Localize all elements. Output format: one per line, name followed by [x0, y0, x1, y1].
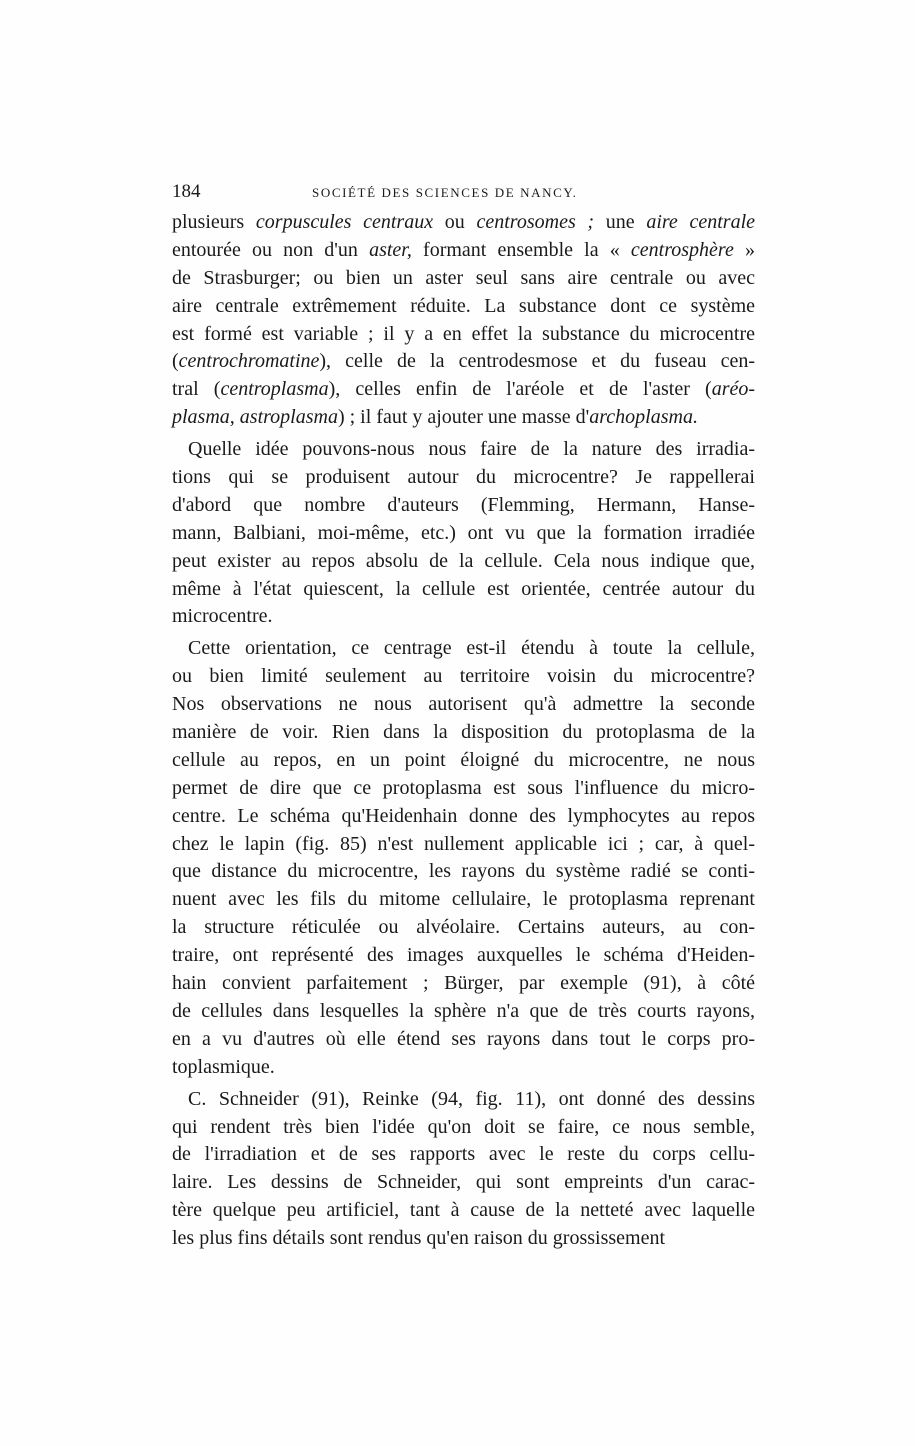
- text-line: la structure réticulée ou alvéolaire. Certains auteurs, au con-: [172, 916, 755, 939]
- text-line: peut exister au repos absolu de la cellule. Cela nous indique que,: [172, 549, 755, 572]
- text-line: plusieurs corpuscules centraux ou centrosomes ; une aire centrale: [172, 211, 756, 233]
- journal-title: SOCIÉTÉ DES SCIENCES DE NANCY.: [312, 185, 578, 200]
- text-line: tral (centroplasma), celles enfin de l'aréole et de l'aster (aréo-: [172, 378, 756, 401]
- text-line: manière de voir. Rien dans la disposition du protoplasma de la: [172, 721, 755, 744]
- text-line: que distance du microcentre, les rayons du système radié se conti-: [172, 860, 755, 883]
- text-line: ou bien limité seulement au territoire voisin du microcentre?: [172, 665, 755, 688]
- paragraph: [172, 209, 755, 432]
- text-line: cellule au repos, en un point éloigné du microcentre, ne nous: [172, 748, 755, 771]
- text-line: même à l'état quiescent, la cellule est orientée, centrée autour du: [172, 577, 755, 600]
- text-line: aire centrale extrêmement réduite. La substance dont ce système: [172, 294, 755, 317]
- text-line: Nos observations ne nous autorisent qu'à admettre la seconde: [172, 693, 755, 716]
- text-line: est formé est variable ; il y a en effet la substance du microcentre: [172, 322, 755, 345]
- italic-term: centrochromatine: [178, 350, 320, 373]
- text-line: hain convient parfaitement ; Bürger, par exemple (91), à côté: [172, 972, 755, 995]
- italic-term: aster,: [369, 238, 412, 261]
- text-line: Cette orientation, ce centrage est-il étendu à toute la cellule,: [188, 637, 755, 660]
- text-line: toplasmique.: [172, 1055, 275, 1078]
- text-line: en a vu d'autres où elle étend ses rayons dans tout le corps pro-: [172, 1027, 755, 1050]
- italic-term: archoplasma.: [589, 406, 698, 429]
- text-line: chez le lapin (fig. 85) n'est nullement applicable ici ; car, à quel-: [172, 832, 755, 855]
- text-line: traire, ont représenté des images auxquelles le schéma d'Heiden-: [172, 944, 755, 967]
- italic-term: aire centrale: [646, 211, 756, 233]
- text-line: nuent avec les fils du mitome cellulaire, le protoplasma reprenant: [172, 888, 755, 911]
- text-line: laire. Les dessins de Schneider, qui sont empreints d'un carac-: [172, 1171, 755, 1194]
- text-line: qui rendent très bien l'idée qu'on doit se faire, ce nous semble,: [172, 1115, 755, 1138]
- text-line: tère quelque peu artificiel, tant à cause de la netteté avec laquelle: [172, 1199, 755, 1222]
- text-line: C. Schneider (91), Reinke (94, fig. 11), ont donné des dessins: [188, 1087, 755, 1110]
- text-line: mann, Balbiani, moi-même, etc.) ont vu que la formation irradiée: [172, 521, 755, 544]
- text-line: microcentre.: [172, 605, 273, 628]
- italic-term: centrosomes ;: [476, 211, 595, 233]
- text-line: d'abord que nombre d'auteurs (Flemming, Hermann, Hanse-: [172, 493, 755, 516]
- text-line: plasma, astroplasma) ; il faut y ajouter une masse d'archoplasma.: [172, 406, 698, 429]
- body-text: [172, 209, 755, 1253]
- text-line: les plus fins détails sont rendus qu'en raison du grossissement: [172, 1227, 665, 1250]
- text-line: de Strasburger; ou bien un aster seul sans aire centrale ou avec: [172, 266, 755, 289]
- text-line: de cellules dans lesquelles la sphère n'a que de très courts rayons,: [172, 999, 755, 1022]
- text-line: permet de dire que ce protoplasma est sous l'influence du micro-: [172, 776, 755, 799]
- paragraph: [172, 1086, 755, 1253]
- page-number: 184: [172, 181, 201, 202]
- text-line: centre. Le schéma qu'Heidenhain donne des lymphocytes au repos: [172, 804, 755, 827]
- italic-term: centrosphère: [630, 238, 734, 261]
- paragraph: [172, 635, 755, 1081]
- text-line: Quelle idée pouvons-nous nous faire de la nature des irradia-: [188, 438, 755, 461]
- italic-term: plasma, astroplasma: [172, 406, 338, 429]
- text-line: de l'irradiation et de ses rapports avec le reste du corps cellu-: [172, 1143, 755, 1166]
- text-line: entourée ou non d'un aster, formant ensemble la « centrosphère »: [172, 238, 756, 261]
- italic-term: centroplasma: [220, 378, 329, 401]
- running-header: [172, 180, 757, 204]
- paragraph: [172, 436, 755, 631]
- text-line: (centrochromatine), celle de la centrodesmose et du fuseau cen-: [172, 350, 755, 373]
- italic-term: aréo-: [711, 378, 756, 401]
- text-line: tions qui se produisent autour du microcentre? Je rappellerai: [172, 466, 755, 489]
- italic-term: corpuscules centraux: [255, 211, 434, 233]
